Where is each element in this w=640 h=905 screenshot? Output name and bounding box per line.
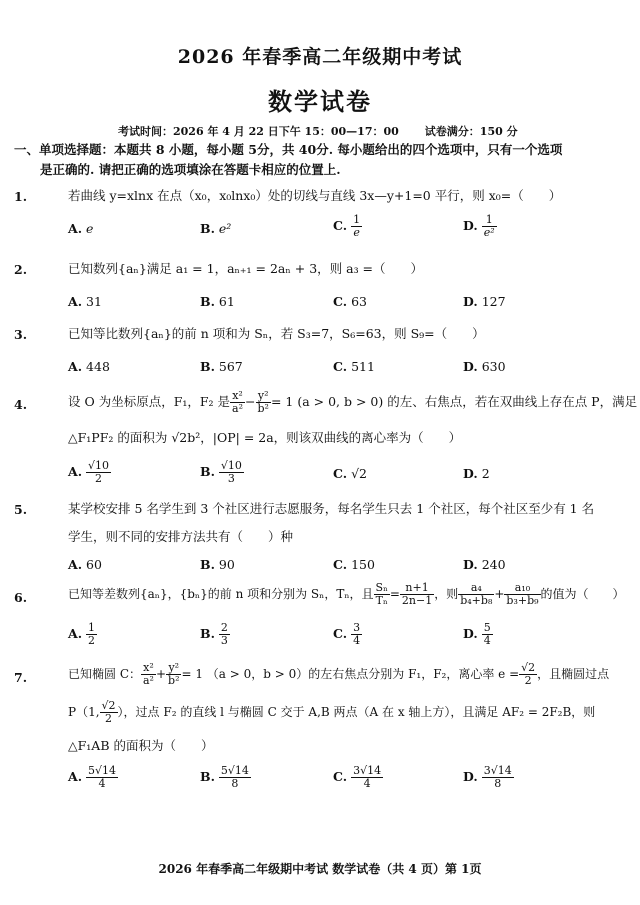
section-line-1: 一、单项选择题：本题共 8 小题，每小题 5分，共 40分. 每小题给出的四个选项中，只有一个选项 <box>14 142 563 157</box>
question-1-text: 若曲线 y=xlnx 在点（x₀，x₀lnx₀）处的切线与直线 3x—y+1=0 平行，则 x₀=（ ） <box>68 188 562 203</box>
q4-option-b: B. $\frac{√10}{3}$ <box>200 459 242 485</box>
q4-option-d: D. 2 <box>463 466 490 481</box>
question-4-line-2: △F₁PF₂ 的面积为 √2b²，|OP| = 2a，则该双曲线的离心率为（ ） <box>68 430 462 445</box>
q6-option-c: C. $\frac{3}{4}$ <box>333 621 361 647</box>
question-7-line-1: 已知椭圆 C： $\frac{\text{x²}}{\text{a²}}$ + $\frac{\text{y²}}{\text{b²}}$ = 1 （a > 0，b > 0）的左右焦点分别为 F₁，F₂，离心率 e = $\frac{√2}{2}$ ，且椭圆过点 <box>68 661 610 687</box>
question-7-line-2: P（1, $\frac{√2}{2}$ ），过点 F₂ 的直线 l 与椭圆 C 交于 A,B 两点（A 在 x 轴上方），且满足 AF₂ = 2F₂B，则 <box>68 699 596 725</box>
question-number: 7. <box>14 670 28 685</box>
q1-option-b: B. e² <box>200 221 232 236</box>
q1-option-a: A. e <box>68 221 94 236</box>
question-number: 2. <box>14 262 28 277</box>
question-5-line-2: 学生，则不同的安排方法共有（ ）种 <box>68 529 294 544</box>
question-number: 5. <box>14 502 28 517</box>
q1-option-c: C. $\frac{1}{e}$ <box>333 213 361 239</box>
q7-option-a: A. $\frac{5√14}{4}$ <box>68 764 117 790</box>
q6-option-d: D. $\frac{5}{4}$ <box>463 621 491 647</box>
q7-option-b: B. $\frac{5√14}{8}$ <box>200 764 249 790</box>
question-4-line-1: 设 O 为坐标原点，F₁，F₂ 是 $\frac{\text{x²}}{\text{a²}}$ − $\frac{\text{y²}}{\text{b²}}$ = 1 (a > 0, b > 0) 的左、右焦点，若在双曲线上存在点 P，满足 <box>68 389 638 415</box>
q1-option-d: D. $\frac{1}{\text{e²}}$ <box>463 213 495 239</box>
q5-option-a: A. 60 <box>68 557 102 572</box>
q2-option-a: A. 31 <box>68 294 102 309</box>
exam-info <box>118 123 518 139</box>
q7-option-d: D. $\frac{3√14}{8}$ <box>463 764 512 790</box>
question-5-line-1: 某学校安排 5 名学生到 3 个社区进行志愿服务，每名学生只去 1 个社区，每个社区至少有 1 名 <box>68 501 595 516</box>
question-number: 4. <box>14 397 28 412</box>
q4-option-c: C. √2 <box>333 466 367 481</box>
exam-subtitle: 数学试卷 <box>268 87 372 116</box>
q3-option-a: A. 448 <box>68 359 110 374</box>
page-footer: 2026 年春季高二年级期中考试 数学试卷（共 4 页）第 1页 <box>158 862 482 876</box>
exam-title: 2026 年春季高二年级期中考试 <box>177 46 463 68</box>
q6-option-a: A. $\frac{1}{2}$ <box>68 621 96 647</box>
q3-option-b: B. 567 <box>200 359 243 374</box>
q5-option-b: B. 90 <box>200 557 235 572</box>
question-6-text: 已知等差数列{aₙ}，{bₙ}的前 n 项和分别为 Sₙ，Tₙ，且 $\frac{\text{Sₙ}}{\text{Tₙ}}$ = $\frac{n+1}{2n-1}$ ，则 $\frac{\text{a₄}}{\text{b₄+b₈}}$ + $\frac{\text{a₁₀}}{\text{b₃+b₉}}$ 的值为（ ） <box>68 581 625 607</box>
question-2-text: 已知数列{aₙ}满足 a₁ = 1，aₙ₊₁ = 2aₙ + 3，则 a₃ =（ ） <box>68 261 424 276</box>
section-line-2: 是正确的. 请把正确的选项填涂在答题卡相应的位置上. <box>40 162 341 177</box>
q6-option-b: B. $\frac{2}{3}$ <box>200 621 228 647</box>
question-3-text: 已知等比数列{aₙ}的前 n 项和为 Sₙ，若 S₃=7，S₆=63，则 S₉=（ ） <box>68 326 485 341</box>
q5-option-d: D. 240 <box>463 557 506 572</box>
question-number: 1. <box>14 189 28 204</box>
full-score: 试卷满分：150 分 <box>424 125 518 138</box>
q2-option-b: B. 61 <box>200 294 235 309</box>
q3-option-d: D. 630 <box>463 359 506 374</box>
q4-option-a: A. $\frac{√10}{2}$ <box>68 459 110 485</box>
q5-option-c: C. 150 <box>333 557 375 572</box>
question-number: 6. <box>14 590 28 605</box>
question-number: 3. <box>14 327 28 342</box>
question-7-line-3: △F₁AB 的面积为（ ） <box>68 738 214 753</box>
q2-option-c: C. 63 <box>333 294 367 309</box>
q3-option-c: C. 511 <box>333 359 375 374</box>
section-heading <box>14 140 626 180</box>
exam-time: 考试时间：2026 年 4 月 22 日下午 15：00—17：00 <box>118 125 399 138</box>
q2-option-d: D. 127 <box>463 294 506 309</box>
q7-option-c: C. $\frac{3√14}{4}$ <box>333 764 382 790</box>
